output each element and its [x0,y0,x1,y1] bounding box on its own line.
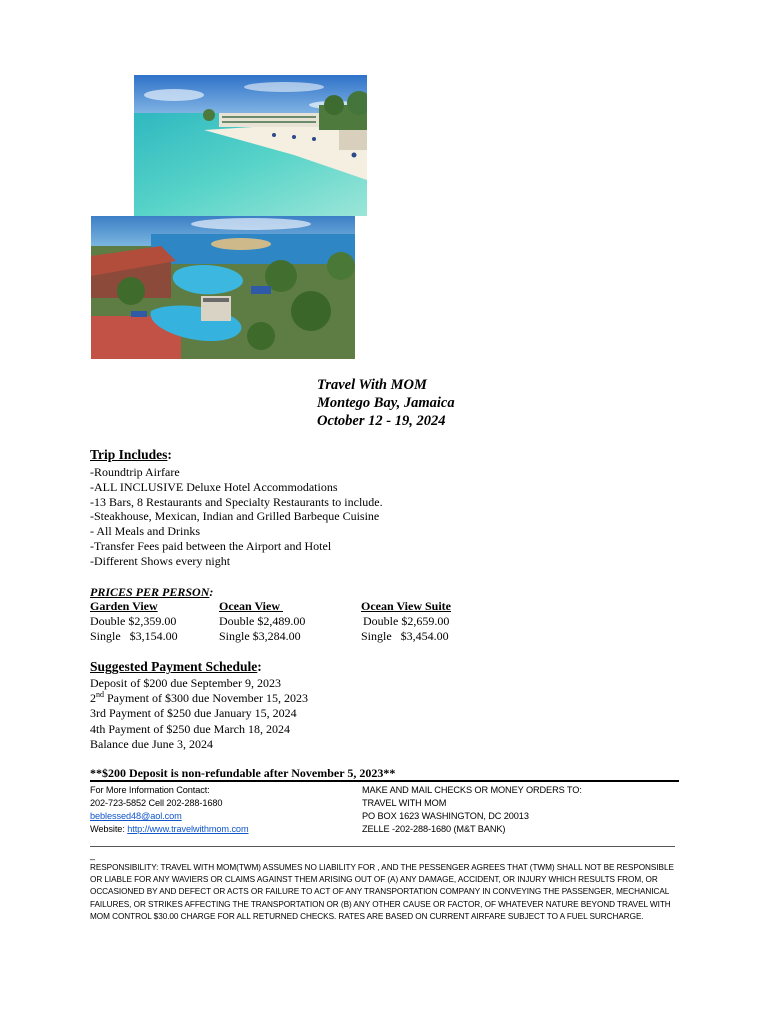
company-name: Travel With MOM [317,377,427,393]
price-single: Single $3,454.00 [361,629,449,643]
price-single: Single $3,284.00 [219,629,301,643]
divider [90,780,679,782]
deposit-note: **$200 Deposit is non-refundable after November 5, 2023** [90,766,396,780]
list-item: -Steakhouse, Mexican, Indian and Grilled Barbeque Cuisine [90,509,380,524]
resort-pool-aerial-photo [91,216,355,359]
trip-includes-heading-text: Trip Includes [90,447,168,462]
underscore-mark: _ [90,850,96,860]
mail-checks-info [362,784,582,836]
trip-includes-colon: : [167,447,172,462]
contact-heading: For More Information Contact: [90,785,210,795]
payment-schedule-heading [90,658,308,676]
list-item: -Roundtrip Airfare [90,465,180,479]
payment-number: 2 [90,691,96,706]
divider [90,846,675,847]
trip-title-block [317,376,455,430]
list-item: - All Meals and Drinks [90,524,200,539]
price-column-garden-view [90,599,178,644]
prices-heading-text: PRICES PER PERSON [90,585,210,599]
liability-disclaimer: RESPONSIBILITY: TRAVEL WITH MOM(TWM) ASSUMES NO LIABILITY FOR , AND THE PESSENGER AGREES THAT (TWM) SHALL NOT BE RESPONSIBLE OR LIABLE FOR ANY WAVIERS OR CLAIMS AGAINST THEM ARISING OUT OF (A) ANY DAMAGE, ACCIDENT, OR INJURY WHICH RESULTS FROM, OR OCCASIONED BY AND DEFECT OR ACTS OR FAILURE TO ACT OF ANY TRANSPORTATION COMPANY IN CONVEYING THE PASSENGER, MECHANICAL FAILURES, OR STRIKES AFFECTING THE TRANSPORTATION OR (B) ANY OTHER CAUSE OR FACTOR, OF WHATEVER NATURE BEYOND TRAVEL WITH MOM CONTROL $30.00 CHARGE FOR ALL RETURNED CHECKS. RATES ARE BASED ON CURRENT AIRFARE SUBJECT TO A FUEL SURCHARGE. [90,863,674,921]
price-column-title: Ocean View Suite [361,599,451,613]
payment-heading-colon: : [257,659,262,674]
contact-phones: 202-723-5852 Cell 202-288-1680 [90,798,223,808]
trip-dates: October 12 - 19, 2024 [317,413,446,429]
price-double: Double $2,359.00 [90,614,177,628]
list-item: -ALL INCLUSIVE Deluxe Hotel Accommodations [90,479,338,494]
price-double: Double $2,489.00 [219,614,306,628]
price-double: Double $2,659.00 [363,614,450,628]
trip-includes-heading [90,447,172,463]
price-column-ocean-view [219,599,305,644]
prices-heading [90,585,213,600]
zelle-info: ZELLE -202-288-1680 (M&T BANK) [362,824,506,834]
destination: Montego Bay, Jamaica [317,395,455,411]
payment-schedule-heading-text: Suggested Payment Schedule [90,659,258,674]
mail-checks-heading: MAKE AND MAIL CHECKS OR MONEY ORDERS TO: [362,785,582,795]
list-item: -13 Bars, 8 Restaurants and Specialty Restaurants to include. [90,494,383,509]
list-item: -Different Shows every night [90,553,231,568]
list-item: -Transfer Fees paid between the Airport and Hotel [90,538,332,553]
price-single: Single $3,154.00 [90,629,178,643]
payment-line: Balance due June 3, 2024 [90,736,213,751]
payee-name: TRAVEL WITH MOM [362,798,447,808]
website-link[interactable]: http://www.travelwithmom.com [127,824,249,834]
payment-line: 4th Payment of $250 due March 18, 2024 [90,721,290,736]
trip-includes-list [90,465,383,569]
mailing-address: PO BOX 1623 WASHINGTON, DC 20013 [362,811,529,821]
payment-line: 3rd Payment of $250 due January 15, 2024 [90,706,297,721]
price-column-title: Garden View [90,599,158,613]
price-column-ocean-view-suite [361,599,451,644]
beach-resort-photo [134,75,367,216]
payment-ordinal-suffix: nd [96,690,104,700]
website-line [90,823,249,836]
payment-text: Payment of $300 due November 15, 2023 [104,691,308,706]
payment-line: Deposit of $200 due September 9, 2023 [90,676,281,690]
payment-line [90,691,308,706]
email-link[interactable]: beblessed48@aol.com [90,811,182,821]
prices-heading-colon: : [209,585,214,599]
contact-info [90,784,249,836]
website-label: Website: [90,824,128,834]
payment-schedule [90,658,308,752]
price-column-title: Ocean View [219,599,283,613]
